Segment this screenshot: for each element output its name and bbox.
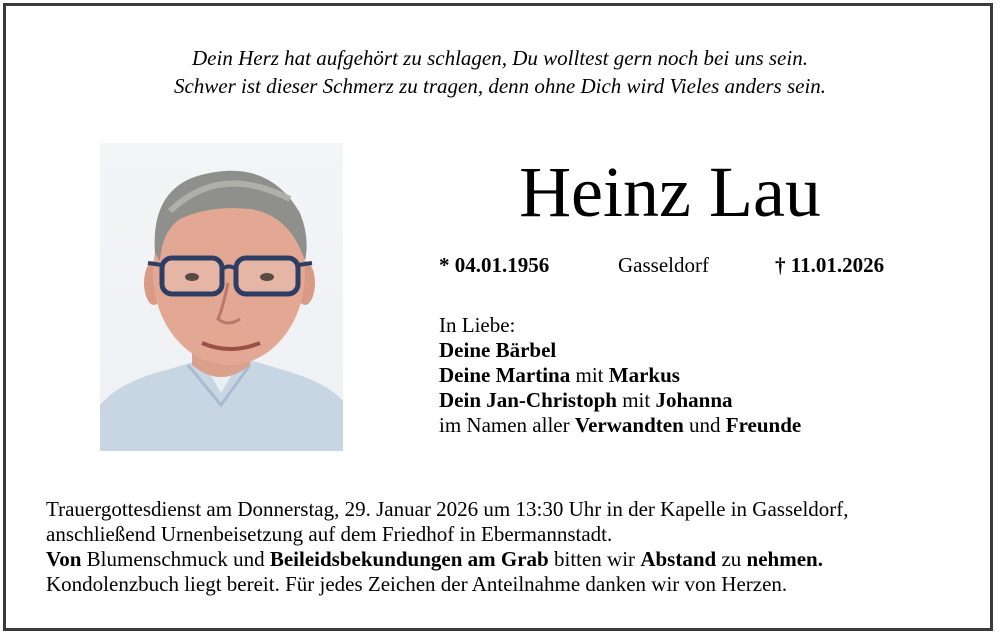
family-connector: mit	[616, 388, 656, 412]
info-emphasis: Abstand	[640, 547, 717, 571]
family-connector: mit	[570, 363, 609, 387]
birth-date: * 04.01.1956	[439, 253, 550, 277]
info-text: bitten wir	[548, 547, 641, 571]
family-text: im Namen aller	[439, 413, 575, 437]
family-line-4	[439, 413, 801, 438]
family-line-2	[439, 363, 801, 388]
info-line-3	[46, 547, 976, 572]
family-name: Dein Jan-Christoph	[439, 388, 617, 412]
info-text: Blumenschmuck und	[81, 547, 270, 571]
family-name: Deine Martina	[439, 363, 571, 387]
motto-line-1: Dein Herz hat aufgehört zu schlagen, Du wolltest gern noch bei uns sein.	[192, 46, 808, 70]
deceased-name: Heinz Lau	[519, 152, 821, 232]
hometown: Gasseldorf	[618, 253, 709, 277]
service-information	[46, 497, 976, 597]
motto-line-2: Schwer ist dieser Schmerz zu tragen, denn ohne Dich wird Vieles anders sein.	[173, 74, 827, 98]
portrait-photo	[100, 143, 343, 451]
family-name: Verwandten	[574, 413, 684, 437]
info-text: zu	[716, 547, 747, 571]
info-emphasis: Von	[46, 547, 82, 571]
family-name: Markus	[608, 363, 680, 387]
info-line-4: Kondolenzbuch liegt bereit. Für jedes Zeichen der Anteilnahme danken wir von Herzen.	[46, 572, 788, 596]
info-emphasis: Beileidsbekundungen am Grab	[269, 547, 549, 571]
info-line-2: anschließend Urnenbeisetzung auf dem Friedhof in Ebermannstadt.	[46, 522, 613, 546]
family-line-1: Deine Bärbel	[439, 338, 557, 362]
motto-verse	[0, 44, 1000, 100]
portrait-illustration	[100, 143, 343, 451]
family-signatures	[439, 313, 801, 438]
family-intro: In Liebe:	[439, 313, 516, 337]
family-line-3	[439, 388, 801, 413]
death-date: † 11.01.2026	[775, 253, 885, 277]
family-connector: und	[683, 413, 726, 437]
family-name: Freunde	[725, 413, 802, 437]
family-name: Johanna	[655, 388, 733, 412]
info-line-1: Trauergottesdienst am Donnerstag, 29. Januar 2026 um 13:30 Uhr in der Kapelle in Gasseldorf,	[46, 497, 849, 521]
info-emphasis: nehmen.	[746, 547, 823, 571]
